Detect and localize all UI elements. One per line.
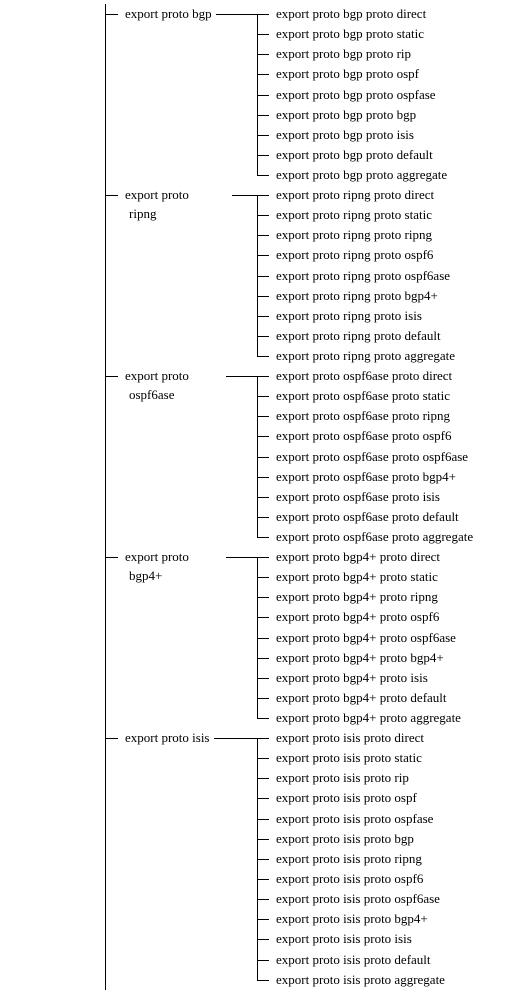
child-branch-line xyxy=(257,537,269,538)
child-branch-line xyxy=(257,235,269,236)
child-branch-line xyxy=(257,638,269,639)
child-branch-line xyxy=(257,74,269,75)
child-node-label: export proto ospf6ase proto static xyxy=(276,388,451,404)
parent-node-label: ospf6ase xyxy=(129,387,175,402)
child-node-label: export proto bgp4+ proto ospf6ase xyxy=(276,629,456,645)
child-branch-line xyxy=(257,54,269,55)
child-branch-line xyxy=(257,316,269,317)
parent-node-label: export proto bgp xyxy=(125,6,212,21)
child-node-label: export proto bgp proto rip xyxy=(276,46,412,62)
child-branch-line xyxy=(257,718,269,719)
child-node-label: export proto bgp proto static xyxy=(276,26,425,42)
child-branch-line xyxy=(257,557,269,558)
child-node-label: export proto isis proto isis xyxy=(276,931,412,947)
child-branch-line xyxy=(257,939,269,940)
child-branch-line xyxy=(257,819,269,820)
child-branch-line xyxy=(257,698,269,699)
child-branch-line xyxy=(257,497,269,498)
child-branch-line xyxy=(257,14,269,15)
child-branch-line xyxy=(257,778,269,779)
child-branch-line xyxy=(257,457,269,458)
parent-branch-line xyxy=(105,738,118,739)
child-node-label: export proto isis proto bgp xyxy=(276,830,414,846)
child-node-label: export proto ripng proto ospf6 xyxy=(276,247,434,263)
child-node-label: export proto bgp4+ proto ripng xyxy=(276,589,438,605)
child-branch-line xyxy=(257,296,269,297)
child-branch-line xyxy=(257,577,269,578)
parent-node-label: export proto xyxy=(125,187,189,202)
child-node-label: export proto bgp4+ proto isis xyxy=(276,669,428,685)
child-node-label: export proto ripng proto isis xyxy=(276,307,422,323)
child-branch-line xyxy=(257,436,269,437)
child-node-label: export proto ospf6ase proto bgp4+ xyxy=(276,468,456,484)
child-branch-line xyxy=(257,899,269,900)
parent-branch-line xyxy=(105,557,118,558)
child-node-label: export proto bgp4+ proto bgp4+ xyxy=(276,649,444,665)
child-node-label: export proto bgp proto aggregate xyxy=(276,167,448,183)
child-node-label: export proto ospf6ase proto ospf6 xyxy=(276,428,452,444)
root-trunk-line xyxy=(105,4,106,990)
child-node-label: export proto bgp4+ proto aggregate xyxy=(276,710,461,726)
child-branch-line xyxy=(257,135,269,136)
parent-node-label: ripng xyxy=(129,206,157,221)
child-node-label: export proto isis proto ospf6ase xyxy=(276,891,440,907)
child-branch-line xyxy=(257,477,269,478)
child-node-label: export proto isis proto static xyxy=(276,750,422,766)
child-node-label: export proto ripng proto static xyxy=(276,207,432,223)
child-node-label: export proto ospf6ase proto aggregate xyxy=(276,529,474,545)
child-node-label: export proto ospf6ase proto ripng xyxy=(276,408,451,424)
child-node-label: export proto isis proto ospf xyxy=(276,790,417,806)
child-node-label: export proto bgp4+ proto default xyxy=(276,689,447,705)
child-node-label: export proto ripng proto default xyxy=(276,327,441,343)
child-node-label: export proto bgp4+ proto direct xyxy=(276,549,441,564)
parent-branch-line xyxy=(105,376,118,377)
child-node-label: export proto bgp proto ospf xyxy=(276,66,419,82)
child-node-label: export proto bgp proto isis xyxy=(276,126,414,142)
parent-branch-line xyxy=(105,14,118,15)
parent-node-label: export proto xyxy=(125,368,189,383)
child-node-label: export proto ripng proto ripng xyxy=(276,227,432,243)
child-node-label: export proto isis proto aggregate xyxy=(276,971,445,987)
child-branch-line xyxy=(257,678,269,679)
child-branch-line xyxy=(257,155,269,156)
child-branch-line xyxy=(257,919,269,920)
parent-node-label: export proto isis xyxy=(125,730,210,745)
child-branch-line xyxy=(257,617,269,618)
child-node-label: export proto bgp proto default xyxy=(276,146,433,162)
child-branch-line xyxy=(257,175,269,176)
child-node-label: export proto ripng proto ospf6ase xyxy=(276,267,451,283)
child-branch-line xyxy=(257,416,269,417)
child-branch-line xyxy=(257,215,269,216)
child-branch-line xyxy=(257,980,269,981)
child-node-label: export proto ospf6ase proto ospf6ase xyxy=(276,448,469,464)
child-branch-line xyxy=(257,658,269,659)
child-branch-line xyxy=(257,758,269,759)
child-node-label: export proto ripng proto direct xyxy=(276,187,435,202)
child-branch-line xyxy=(257,798,269,799)
child-branch-line xyxy=(257,34,269,35)
child-branch-line xyxy=(257,255,269,256)
parent-branch-line xyxy=(105,195,118,196)
parent-node-label: bgp4+ xyxy=(129,568,163,583)
child-branch-line xyxy=(257,95,269,96)
child-node-label: export proto isis proto default xyxy=(276,951,431,967)
child-node-label: export proto isis proto ospf6 xyxy=(276,870,424,886)
child-branch-line xyxy=(257,738,269,739)
child-branch-line xyxy=(257,879,269,880)
child-node-label: export proto bgp4+ proto ospf6 xyxy=(276,609,440,625)
child-branch-line xyxy=(257,597,269,598)
child-node-label: export proto ripng proto bgp4+ xyxy=(276,287,438,303)
parent-node-label: export proto xyxy=(125,549,189,564)
child-branch-line xyxy=(257,839,269,840)
child-branch-line xyxy=(257,195,269,196)
child-node-label: export proto ospf6ase proto isis xyxy=(276,488,440,504)
child-node-label: export proto isis proto bgp4+ xyxy=(276,911,428,927)
child-node-label: export proto isis proto ripng xyxy=(276,850,422,866)
child-node-label: export proto bgp proto ospfase xyxy=(276,86,436,102)
child-branch-line xyxy=(257,859,269,860)
child-node-label: export proto bgp proto bgp xyxy=(276,106,417,122)
child-branch-line xyxy=(257,376,269,377)
child-node-label: export proto ospf6ase proto default xyxy=(276,508,459,524)
child-node-label: export proto isis proto ospfase xyxy=(276,810,434,826)
child-branch-line xyxy=(257,115,269,116)
child-node-label: export proto bgp4+ proto static xyxy=(276,569,438,585)
child-node-label: export proto isis proto direct xyxy=(276,730,425,745)
child-node-label: export proto isis proto rip xyxy=(276,770,409,786)
child-branch-line xyxy=(257,356,269,357)
child-branch-line xyxy=(257,396,269,397)
child-node-label: export proto ripng proto aggregate xyxy=(276,348,456,364)
child-branch-line xyxy=(257,517,269,518)
child-branch-line xyxy=(257,960,269,961)
child-node-label: export proto bgp proto direct xyxy=(276,6,427,21)
child-branch-line xyxy=(257,276,269,277)
child-branch-line xyxy=(257,336,269,337)
child-node-label: export proto ospf6ase proto direct xyxy=(276,368,453,383)
